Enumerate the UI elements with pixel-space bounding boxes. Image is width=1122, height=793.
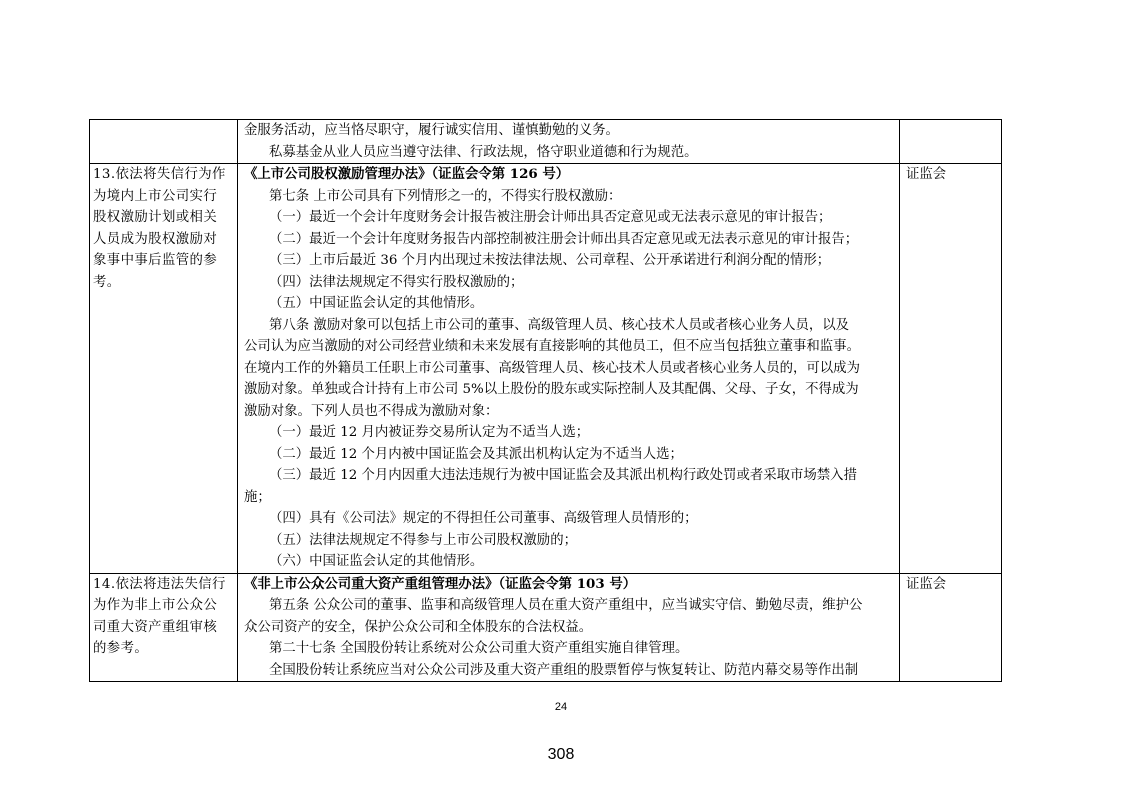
legal-text-line: （三）最近 12 个月内因重大违法违规行为被中国证监会及其派出机构行政处罚或者采取市场禁入措 — [269, 468, 857, 483]
legal-text-line: 公司认为应当激励的对公司经营业绩和未来发展有直接影响的其他员工，但不应当包括独立董事和监事。 — [244, 339, 860, 354]
legal-text-line: 金服务活动，应当恪尽职守，履行诚实信用、谨慎勤勉的义务。 — [244, 123, 619, 138]
legal-text-line: 激励对象。下列人员也不得成为激励对象： — [244, 403, 499, 419]
item-description-line: 为境内上市公司实行 — [93, 188, 218, 204]
outer-page-number: 308 — [547, 746, 575, 763]
item-description-line: 股权激励计划或相关 — [93, 210, 218, 225]
item-description-line: 考。 — [93, 274, 121, 290]
regulation-title: 《上市公司股权激励管理办法》（证监会令第 126 号） — [244, 166, 570, 182]
implementing-agency-cell — [900, 573, 1002, 682]
regulation-table — [89, 119, 1002, 682]
legal-text-line: 第二十七条 全国股份转让系统对公众公司重大资产重组实施自律管理。 — [269, 641, 689, 656]
legal-basis-cell — [238, 120, 900, 164]
item-description-line: 象事中事后监管的参 — [93, 253, 218, 268]
legal-basis-cell — [238, 573, 900, 682]
item-description-line: 为作为非上市公众公 — [93, 598, 218, 613]
legal-text-line: 全国股份转让系统应当对公众公司涉及重大资产重组的股票暂停与恢复转让、防范内幕交易等作出制 — [269, 662, 859, 678]
legal-text-line: （四）具有《公司法》规定的不得担任公司董事、高级管理人员情形的； — [269, 511, 698, 526]
legal-text-line: 众公司资产的安全，保护公众公司和全体股东的合法权益。 — [244, 619, 593, 635]
table-row — [90, 164, 1002, 574]
item-description-line: 人员成为股权激励对 — [93, 231, 218, 247]
item-description-cell — [90, 120, 238, 164]
implementing-agency: 证监会 — [906, 167, 947, 182]
implementing-agency-cell — [900, 164, 1002, 574]
item-description-line: 司重大资产重组审核 — [93, 619, 218, 635]
legal-text-line: （二）最近 12 个月内被中国证监会及其派出机构认定为不适当人选； — [269, 446, 683, 462]
legal-basis-cell — [238, 164, 900, 574]
legal-text-line: （二）最近一个会计年度财务报告内部控制被注册会计师出具否定意见或无法表示意见的审计报告； — [269, 231, 859, 247]
item-description-cell — [90, 573, 238, 682]
implementing-agency-cell — [900, 120, 1002, 164]
legal-text-line: 第五条 公众公司的董事、监事和高级管理人员在重大资产重组中，应当诚实守信、勤勉尽责，维护公 — [269, 598, 863, 613]
item-description-cell — [90, 164, 238, 574]
legal-text-line: 激励对象。单独或合计持有上市公司 5%以上股份的股东或实际控制人及其配偶、父母、子女，不得成为 — [244, 382, 859, 397]
legal-text-line: （四）法律法规规定不得实行股权激励的； — [269, 274, 524, 290]
inner-page-number: 24 — [554, 701, 568, 713]
legal-text-line: 私募基金从业人员应当遵守法律、行政法规，恪守职业道德和行为规范。 — [269, 144, 698, 160]
legal-text-line: 第七条 上市公司具有下列情形之一的，不得实行股权激励： — [269, 188, 622, 204]
table-row — [90, 573, 1002, 682]
legal-text-line: （三）上市后最近 36 个月内出现过未按法律法规、公司章程、公开承诺进行利润分配的情形； — [269, 253, 831, 268]
legal-text-line: （一）最近 12 月内被证券交易所认定为不适当人选； — [269, 425, 590, 440]
legal-text-line: 第八条 激励对象可以包括上市公司的董事、高级管理人员、核心技术人员或者核心业务人员，以及 — [269, 317, 850, 333]
legal-text-line: （五）中国证监会认定的其他情形。 — [269, 296, 484, 311]
implementing-agency — [900, 120, 1001, 142]
legal-text-line: （五）法律法规规定不得参与上市公司股权激励的； — [269, 532, 577, 548]
item-description-line: 14.依法将违法失信行 — [93, 576, 226, 592]
implementing-agency: 证监会 — [906, 576, 947, 592]
item-description-line: 的参考。 — [93, 641, 149, 656]
legal-text-line: （一）最近一个会计年度财务会计报告被注册会计师出具否定意见或无法表示意见的审计报告； — [269, 210, 832, 225]
legal-text-line: 施； — [244, 489, 271, 505]
table-row — [90, 120, 1002, 164]
regulation-title: 《非上市公众公司重大资产重组管理办法》（证监会令第 103 号） — [244, 575, 637, 592]
legal-text-line: 在境内工作的外籍员工任职上市公司董事、高级管理人员、核心技术人员或者核心业务人员的，可以成为 — [244, 360, 860, 376]
legal-text-line: （六）中国证监会认定的其他情形。 — [269, 554, 484, 569]
item-description-line: 13.依法将失信行为作 — [93, 167, 226, 182]
